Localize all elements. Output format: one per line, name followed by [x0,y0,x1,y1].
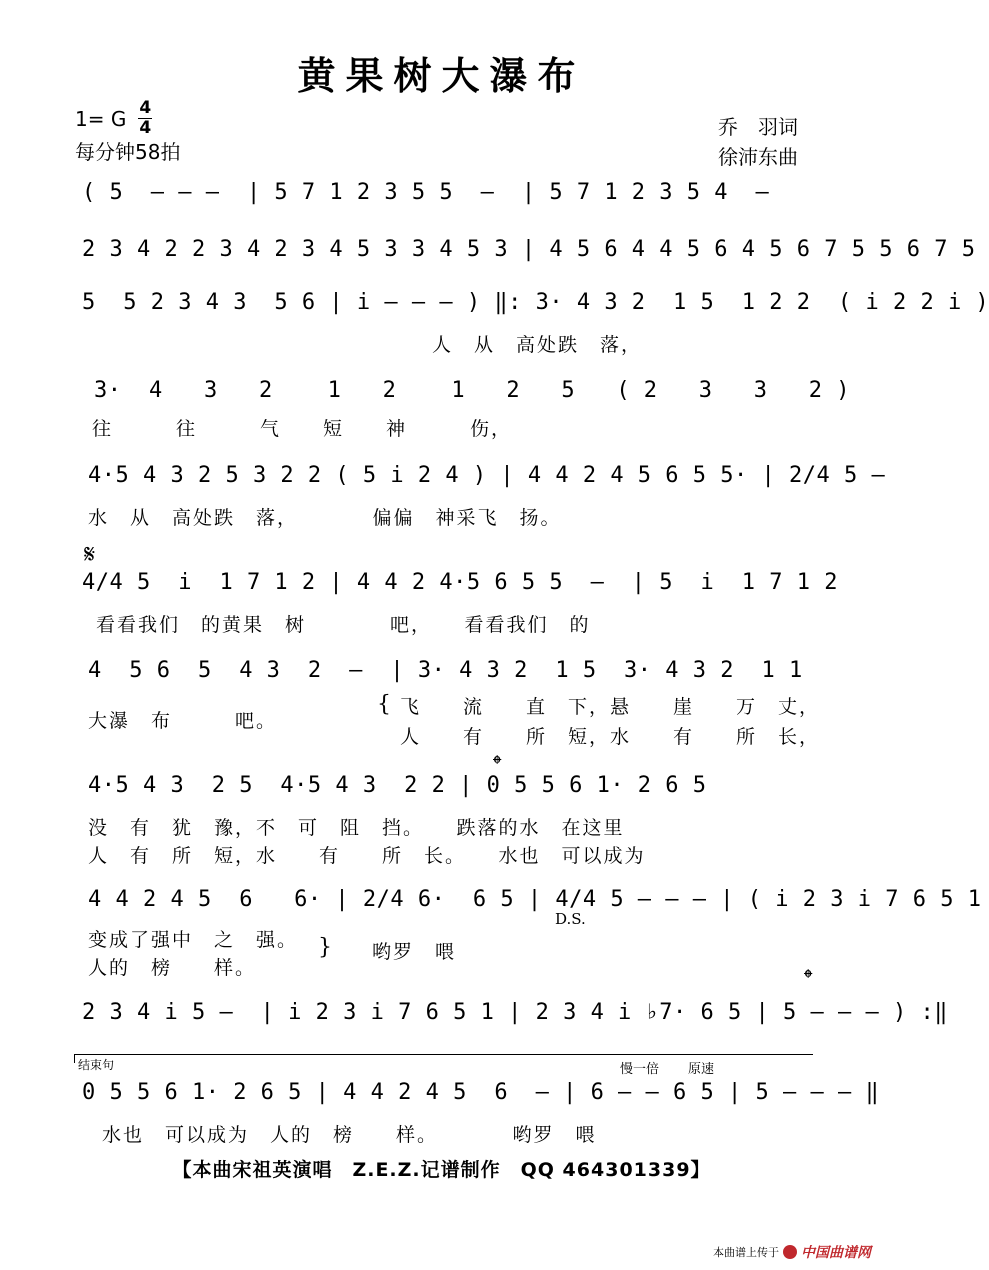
lyrics-line-5: 水 从 高处跌 落， 偏偏 神采飞 扬。 [88,507,562,529]
lyrics-line-9: 变成了强中 之 强。 [88,929,299,951]
lyrics-line-8: 没 有 犹 豫，不 可 阻 挡。 跌落的水 在这里 [88,817,625,839]
lyrics-line-7a: 飞 流 直 下，悬 崖 万 丈， [400,696,821,718]
credits-block [718,112,798,172]
tempo-slow: 慢一倍 [620,1062,660,1077]
lyrics-line-8b: 人 有 所 短，水 有 所 长。 水也 可以成为 [88,845,646,867]
notes-line-8: 4·5 4 3 2 5 4·5 4 3 2 2 | 0 5 5 6 1· 2 6 5 [88,773,707,798]
upload-footer [713,1242,871,1262]
coda-sign: 𝄌 [493,750,502,778]
key-label: 1= G [75,106,127,131]
time-signature [138,100,152,137]
notes-line-4: 3· 4 3 2 1 2 1 2 5 ( 2 3 3 2 ) [94,378,850,403]
time-sig-bottom: 4 [139,118,152,138]
notes-line-6: 4/4 5 i 1 7 1 2 | 4 4 2 4·5 6 5 5 — | 5 i 1 7 1 2 [82,570,838,595]
song-title: 黄果树大瀑布 [297,53,586,98]
composer: 徐沛东曲 [718,145,798,169]
lyrics-line-4: 往 往 气 短 神 伤， [92,418,513,440]
lyrics-line-7b: 人 有 所 短，水 有 所 长， [400,726,821,748]
notes-line-3: 5 5 2 3 4 3 5 6 | i — — — ) ‖: 3· 4 3 2 1 5 1 2 2 ( i 2 2 i ) [82,290,989,315]
notes-line-1: ( 5 — — — | 5 7 1 2 3 5 5 — | 5 7 1 2 3 5 4 — [82,180,770,205]
notes-line-10: 2 3 4 i 5 — | i 2 3 i 7 6 5 1 | 2 3 4 i ♭7· 6 5 | 5 — — — ) :‖ [82,1000,948,1025]
tempo-label: 每分钟58拍 [75,140,181,164]
upload-text: 本曲谱上传于 [713,1246,779,1259]
ending-label: 结束句 [78,1058,115,1072]
coda-sign-2: 𝄌 [804,964,813,992]
lyrics-line-9b: 人的 榜 样。 [88,957,257,979]
credit-line: 【本曲宋祖英演唱 Z.E.Z.记谱制作 QQ 464301339】 [172,1159,711,1181]
notes-line-11: 0 5 5 6 1· 2 6 5 | 4 4 2 4 5 6 — | 6 — — 6 5 | 5 — — — ‖ [82,1080,880,1105]
time-sig-top: 4 [139,98,152,118]
notes-line-9: 4 4 2 4 5 6 6· | 2/4 6· 6 5 | 4/4 5 — — — | ( i 2 3 i 7 6 5 1 [88,887,982,912]
key-signature [75,100,180,137]
lyric-brace: { [377,692,393,717]
notes-line-7: 4 5 6 5 4 3 2 — | 3· 4 3 2 1 5 3· 4 3 2 1 1 [88,658,803,683]
lyricist: 乔 羽词 [718,115,798,139]
ds-marking: D.S. [555,910,586,928]
site-logo-icon [783,1245,797,1259]
notes-line-2: 2 3 4 2 2 3 4 2 3 4 5 3 3 4 5 3 | 4 5 6 4 4 5 6 4 5 6 7 5 5 6 7 5 [82,237,976,262]
tempo-original: 原速 [688,1062,715,1077]
site-name[interactable]: 中国曲谱网 [801,1245,871,1261]
lyrics-line-9-tail: 哟罗 喂 [372,941,457,963]
lyrics-line-6: 看看我们 的黄果 树 吧， 看看我们 的 [96,614,591,636]
lyric-brace-close: } [318,935,334,960]
lyrics-line-11: 水也 可以成为 人的 榜 样。 哟罗 喂 [102,1124,597,1146]
notes-line-5: 4·5 4 3 2 5 3 2 2 ( 5 i 2 4 ) | 4 4 2 4 5 6 5 5· | 2/4 5 — [88,463,886,488]
segno-sign: 𝄋 [84,540,96,570]
lyrics-line-3: 人 从 高处跌 落， [432,334,643,356]
lyrics-line-7: 大瀑 布 吧。 [88,710,278,732]
key-tempo-block [75,100,180,167]
